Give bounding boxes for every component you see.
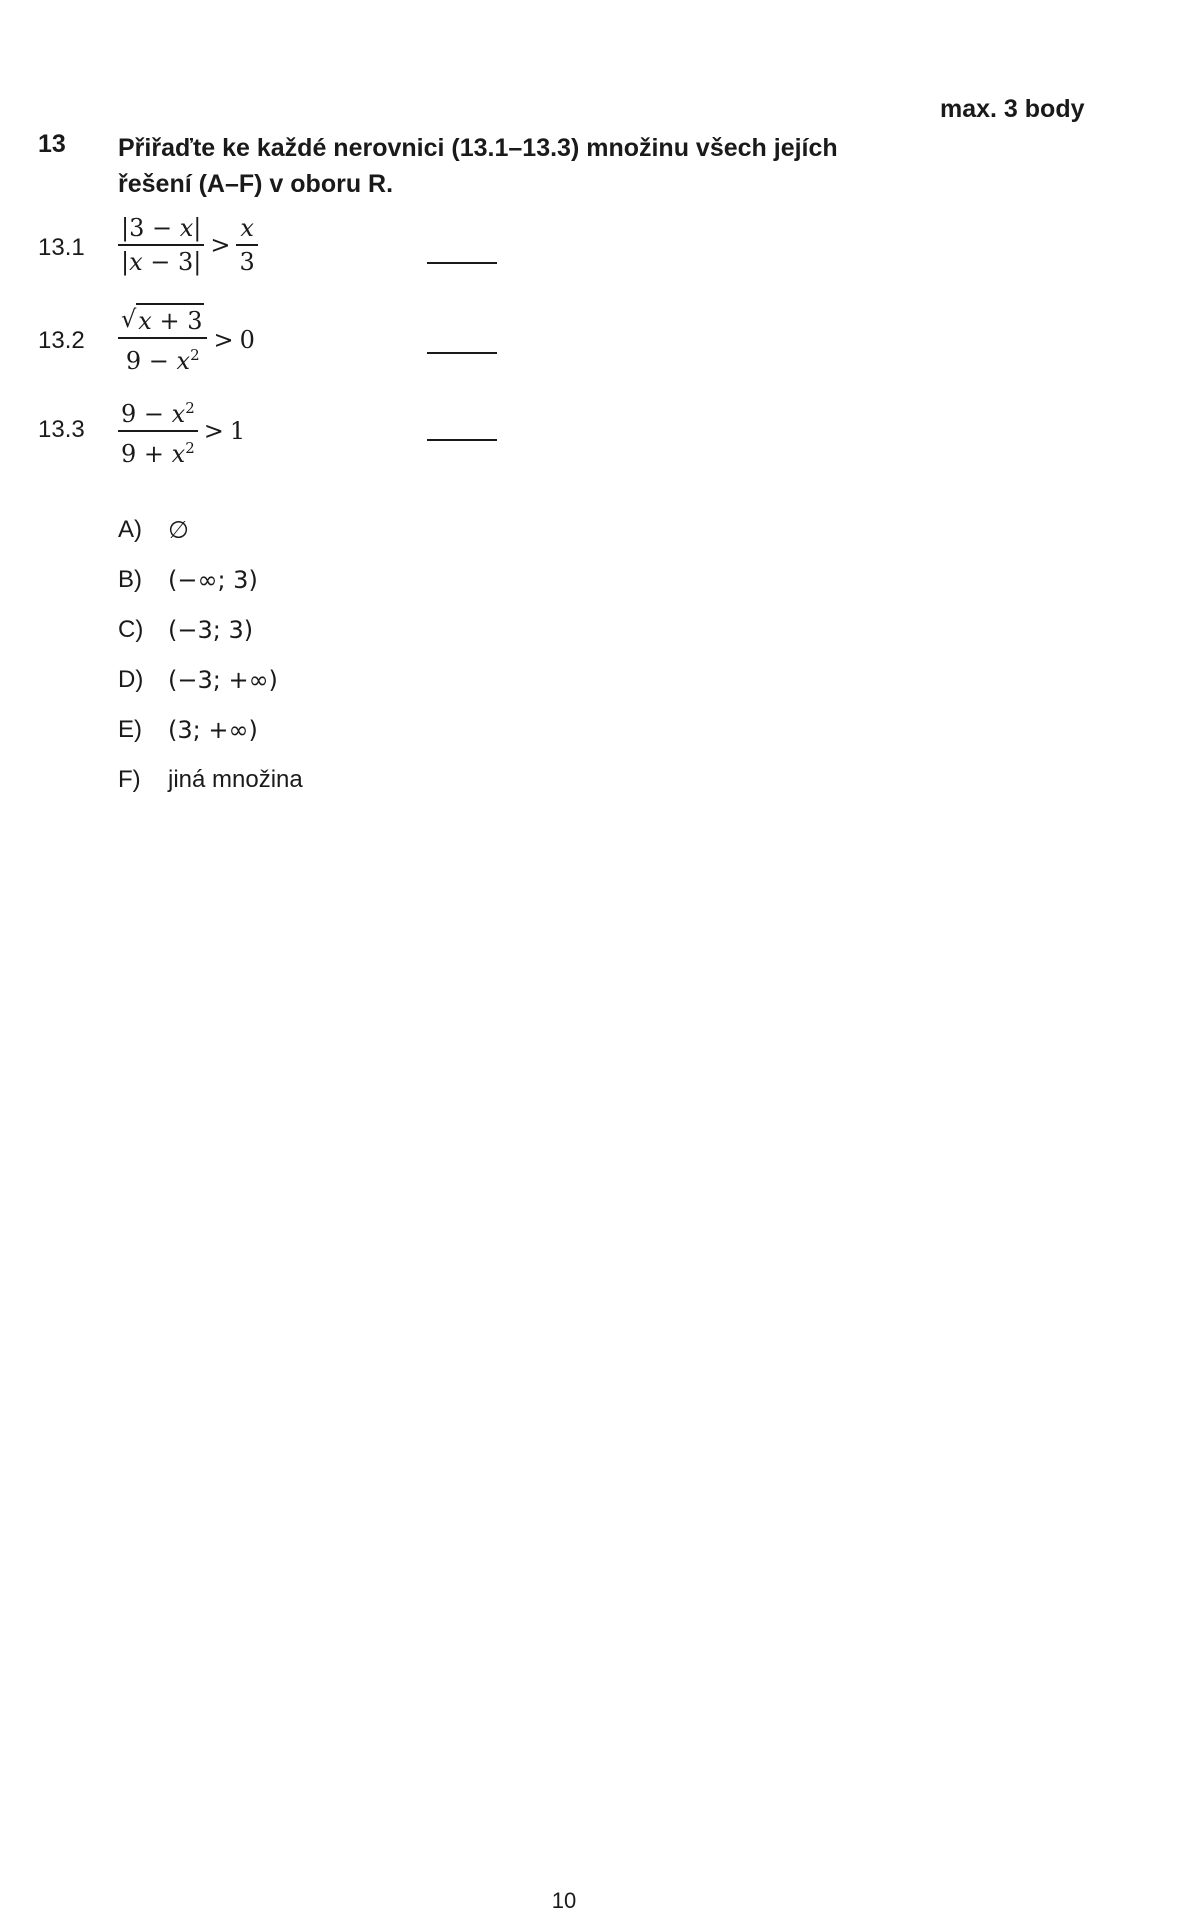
inequality-13-3 [118,392,245,470]
page-number: 10 [551,1888,577,1913]
denominator-13-2: $9 - x^2$ [125,346,200,375]
inequality-13-2 [118,303,255,377]
option-e [118,716,258,744]
option-value: ∅ [168,516,189,544]
operator-13-1: > [210,231,231,259]
option-value: (−∞; 3) [168,566,258,594]
option-letter: F) [118,766,141,793]
max-points-label: max. 3 body [940,95,1085,123]
question-text: Přiřaďte ke každé nerovnici (13.1–13.3) množinu všech jejích řešení (A–F) v oboru R. [118,134,838,198]
fraction-lhs-13-1 [118,212,204,278]
operator-13-3: > [203,417,224,445]
option-a [118,516,189,544]
option-letter: C) [118,616,144,643]
operator-13-2: > [213,326,234,354]
subquestion-label-13-3: 13.3 [38,416,85,443]
numerator-13-3: $9 - x^2$ [121,399,195,428]
question-number: 13 [38,130,66,158]
option-value: jiná množina [168,766,303,793]
denominator-13-3: $9 + x^2$ [121,439,195,468]
option-value: (−3; 3) [168,616,254,644]
fraction-rhs-13-1 [236,212,257,278]
option-b [118,566,258,594]
subquestion-label-13-2: 13.2 [38,327,85,354]
option-f [118,766,303,794]
numerator-13-2: √ x + 3 [121,305,203,335]
rhs-numerator-13-1: x [240,214,254,242]
rhs-denominator-13-1: 3 [239,248,255,276]
rhs-13-2: 0 [239,326,255,354]
fraction-lhs-13-2 [118,303,207,377]
option-d [118,666,278,694]
option-c [118,616,253,644]
option-letter: D) [118,666,144,693]
rhs-13-3: 1 [229,417,246,445]
option-value: (3; +∞) [168,716,258,744]
answer-blank-13-2[interactable] [427,352,497,354]
fraction-lhs-13-3 [118,392,198,470]
denominator-13-1: |x − 3| [121,248,202,276]
option-value: (−3; +∞) [168,666,278,694]
option-letter: B) [118,566,142,593]
inequality-13-1 [118,212,258,278]
answer-blank-13-3[interactable] [427,439,497,441]
subquestion-label-13-1: 13.1 [38,234,85,261]
numerator-13-1: |3 − x| [121,214,202,242]
option-letter: E) [118,716,142,743]
option-letter: A) [118,516,142,543]
answer-blank-13-1[interactable] [427,262,497,264]
